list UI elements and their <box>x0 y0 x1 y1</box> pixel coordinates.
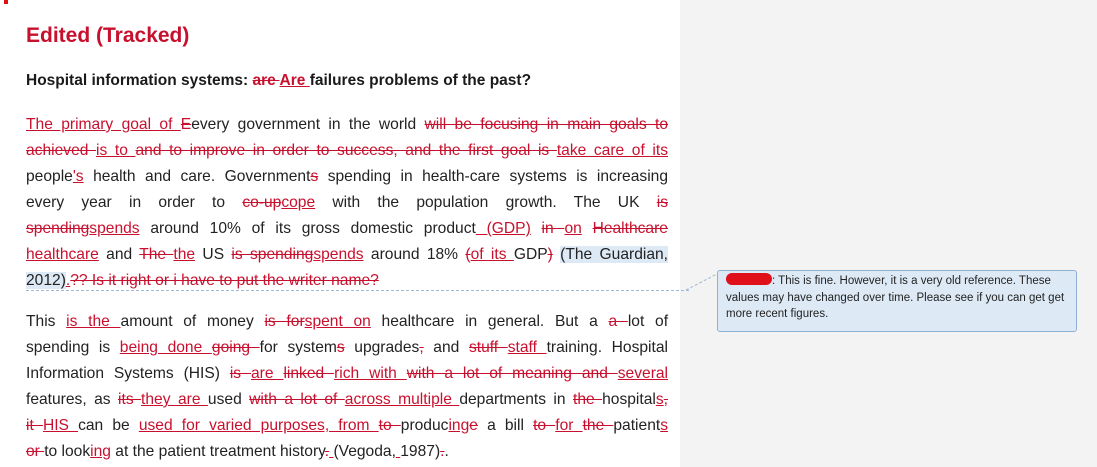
insertion-mark[interactable]: cope <box>281 194 316 211</box>
text-line[interactable] <box>26 361 668 387</box>
document-title: Edited (Tracked) <box>26 24 190 47</box>
insertion-mark[interactable]: for <box>555 417 583 434</box>
deletion-mark[interactable]: . <box>440 443 445 460</box>
body-text: amount of money <box>120 313 265 330</box>
deletion-mark[interactable]: is spending <box>231 246 314 263</box>
body-text: healthcare in general. But a <box>370 313 609 330</box>
insertion-mark[interactable]: rich with <box>334 365 407 382</box>
deletion-mark[interactable]: and to improve in order to success, and the first goal is <box>135 142 557 159</box>
deletion-mark[interactable]: is for <box>264 313 305 330</box>
body-text: lot of <box>627 313 669 330</box>
body-text: and <box>423 339 469 356</box>
deletion-mark[interactable]: its <box>118 391 142 408</box>
insertion-mark[interactable]: . <box>65 272 71 289</box>
text-line[interactable] <box>26 112 668 138</box>
body-text: at the patient treatment history <box>110 443 325 460</box>
comment-balloon[interactable] <box>717 270 1077 332</box>
heading-text: Hospital information systems: <box>26 72 253 89</box>
deletion-mark[interactable]: to <box>533 417 556 434</box>
body-text <box>582 220 593 237</box>
body-text: training. Hospital <box>546 339 668 356</box>
insertion-mark[interactable]: spends <box>89 220 140 237</box>
deletion-mark[interactable]: is <box>656 194 668 211</box>
body-text: upgrades <box>344 339 420 356</box>
insertion-mark[interactable]: Are <box>279 72 310 89</box>
text-line[interactable] <box>26 216 668 242</box>
deletion-mark[interactable]: with a lot of <box>249 391 345 408</box>
deletion-mark[interactable]: the <box>573 391 603 408</box>
body-text: used <box>207 391 250 408</box>
deletion-mark[interactable]: are <box>252 72 280 89</box>
heading-text: failures problems of the past? <box>309 72 532 89</box>
comment-margin <box>680 0 1097 467</box>
text-line[interactable] <box>26 413 668 439</box>
insertion-mark[interactable]: are <box>251 365 284 382</box>
essay-heading[interactable] <box>26 72 531 90</box>
deletion-mark[interactable]: e <box>469 417 478 434</box>
insertion-mark[interactable]: (GDP) <box>475 220 531 237</box>
body-text: spending is <box>26 339 120 356</box>
body-text: 1987) <box>400 443 441 460</box>
body-text: produc <box>400 417 449 434</box>
body-text: around 10% of its gross domestic product <box>139 220 476 237</box>
body-text: around 18% <box>363 246 466 263</box>
body-text: hospital <box>602 391 656 408</box>
text-line[interactable] <box>26 242 668 268</box>
text-line[interactable] <box>26 387 668 413</box>
insertion-mark[interactable]: ing <box>448 417 470 434</box>
insertion-mark[interactable]: healthcare <box>26 246 99 263</box>
text-line[interactable] <box>26 439 668 465</box>
insertion-mark[interactable]: ing <box>90 443 111 460</box>
insertion-mark[interactable]: take care of its <box>556 142 668 159</box>
deletion-mark[interactable]: ) <box>547 246 553 263</box>
body-text: features, as <box>26 391 119 408</box>
insertion-mark[interactable]: The primary goal of <box>26 116 181 133</box>
body-text: a bill <box>477 417 534 434</box>
deletion-mark[interactable]: it <box>26 417 43 434</box>
insertion-mark[interactable]: spends <box>313 246 364 263</box>
insertion-mark[interactable]: spent on <box>304 313 371 330</box>
text-line[interactable] <box>26 164 668 190</box>
body-text: to look <box>44 443 91 460</box>
deletion-mark[interactable]: Healthcare <box>592 220 668 237</box>
deletion-mark[interactable]: with a lot of meaning and <box>406 365 618 382</box>
deletion-mark[interactable]: E <box>180 116 192 133</box>
insertion-mark[interactable]: s <box>655 391 664 408</box>
comment-connector <box>686 268 720 294</box>
highlighted-citation[interactable]: 2012) <box>26 272 66 289</box>
insertion-mark[interactable]: is to <box>96 142 136 159</box>
text-line[interactable] <box>26 309 668 335</box>
body-text: US <box>195 246 232 263</box>
deletion-mark[interactable]: is <box>229 365 251 382</box>
body-text: patient <box>613 417 661 434</box>
deletion-mark[interactable]: , <box>663 391 668 408</box>
body-text: every year in order to <box>26 194 243 211</box>
insertion-mark[interactable]: 's <box>72 168 84 185</box>
deletion-mark[interactable]: s <box>336 339 345 356</box>
text-line[interactable] <box>26 190 668 216</box>
body-text: This <box>26 313 67 330</box>
paragraph-2[interactable] <box>26 309 668 465</box>
deletion-mark[interactable]: linked <box>283 365 335 382</box>
insertion-mark[interactable]: several <box>617 365 669 382</box>
body-text: health and care. Government <box>83 168 311 185</box>
insertion-mark[interactable]: staff <box>507 339 547 356</box>
insertion-mark[interactable]: across multiple <box>344 391 460 408</box>
insertion-mark[interactable]: the <box>173 246 196 263</box>
insertion-mark[interactable]: of its <box>470 246 514 263</box>
body-text: and <box>98 246 140 263</box>
insertion-mark[interactable]: on <box>564 220 582 237</box>
redacted-author-name <box>726 273 772 285</box>
deletion-mark[interactable]: achieved <box>26 142 97 159</box>
body-text: departments in <box>459 391 573 408</box>
deletion-mark[interactable]: . <box>324 443 330 460</box>
deletion-mark[interactable]: spending <box>26 220 90 237</box>
paragraph-1[interactable] <box>26 112 668 294</box>
insertion-mark[interactable]: used for varied purposes, from <box>138 417 379 434</box>
comment-anchor-line <box>26 290 689 291</box>
corner-marker <box>4 0 8 4</box>
body-text: (Vegoda, <box>333 443 396 460</box>
deletion-mark[interactable]: The <box>139 246 174 263</box>
deletion-mark[interactable]: ?? Is it right or i have to put the writer name? <box>70 272 379 289</box>
body-text: GDP <box>513 246 548 263</box>
deletion-mark[interactable]: in <box>541 220 565 237</box>
deletion-mark[interactable]: stuff <box>468 339 508 356</box>
deletion-mark[interactable]: co-up <box>242 194 282 211</box>
deletion-mark[interactable]: to <box>378 417 401 434</box>
comment-text: : This is fine. However, it is a very old reference. These values may have changed over time. Please see if you can get get more recent figures. <box>726 275 1065 320</box>
body-text: Information Systems (HIS) <box>26 365 230 382</box>
body-text: every government in the world <box>191 116 425 133</box>
body-text: can be <box>78 417 139 434</box>
body-text: with the population growth. The UK <box>315 194 657 211</box>
insertion-mark[interactable]: they are <box>141 391 208 408</box>
body-text <box>531 220 542 237</box>
deletion-mark[interactable]: s <box>310 168 319 185</box>
insertion-mark[interactable]: HIS <box>42 417 79 434</box>
deletion-mark[interactable]: will be focusing in main goals to <box>424 116 669 133</box>
insertion-mark[interactable]: being done <box>119 339 212 356</box>
deletion-mark[interactable]: ( <box>465 246 471 263</box>
insertion-mark[interactable]: s <box>660 417 668 434</box>
deletion-mark[interactable]: , <box>419 339 424 356</box>
body-text: people <box>26 168 73 185</box>
insertion-mark[interactable]: is the <box>66 313 121 330</box>
text-line[interactable] <box>26 138 668 164</box>
body-text: for system <box>259 339 337 356</box>
deletion-mark[interactable]: or <box>26 443 45 460</box>
deletion-mark[interactable]: going <box>211 339 260 356</box>
deletion-mark[interactable]: a <box>608 313 628 330</box>
body-text: spending in health-care systems is increasing <box>318 168 669 185</box>
body-text: . <box>444 443 449 460</box>
highlighted-citation[interactable]: (The Guardian, <box>560 246 669 263</box>
text-line[interactable] <box>26 335 668 361</box>
deletion-mark[interactable]: the <box>582 417 614 434</box>
